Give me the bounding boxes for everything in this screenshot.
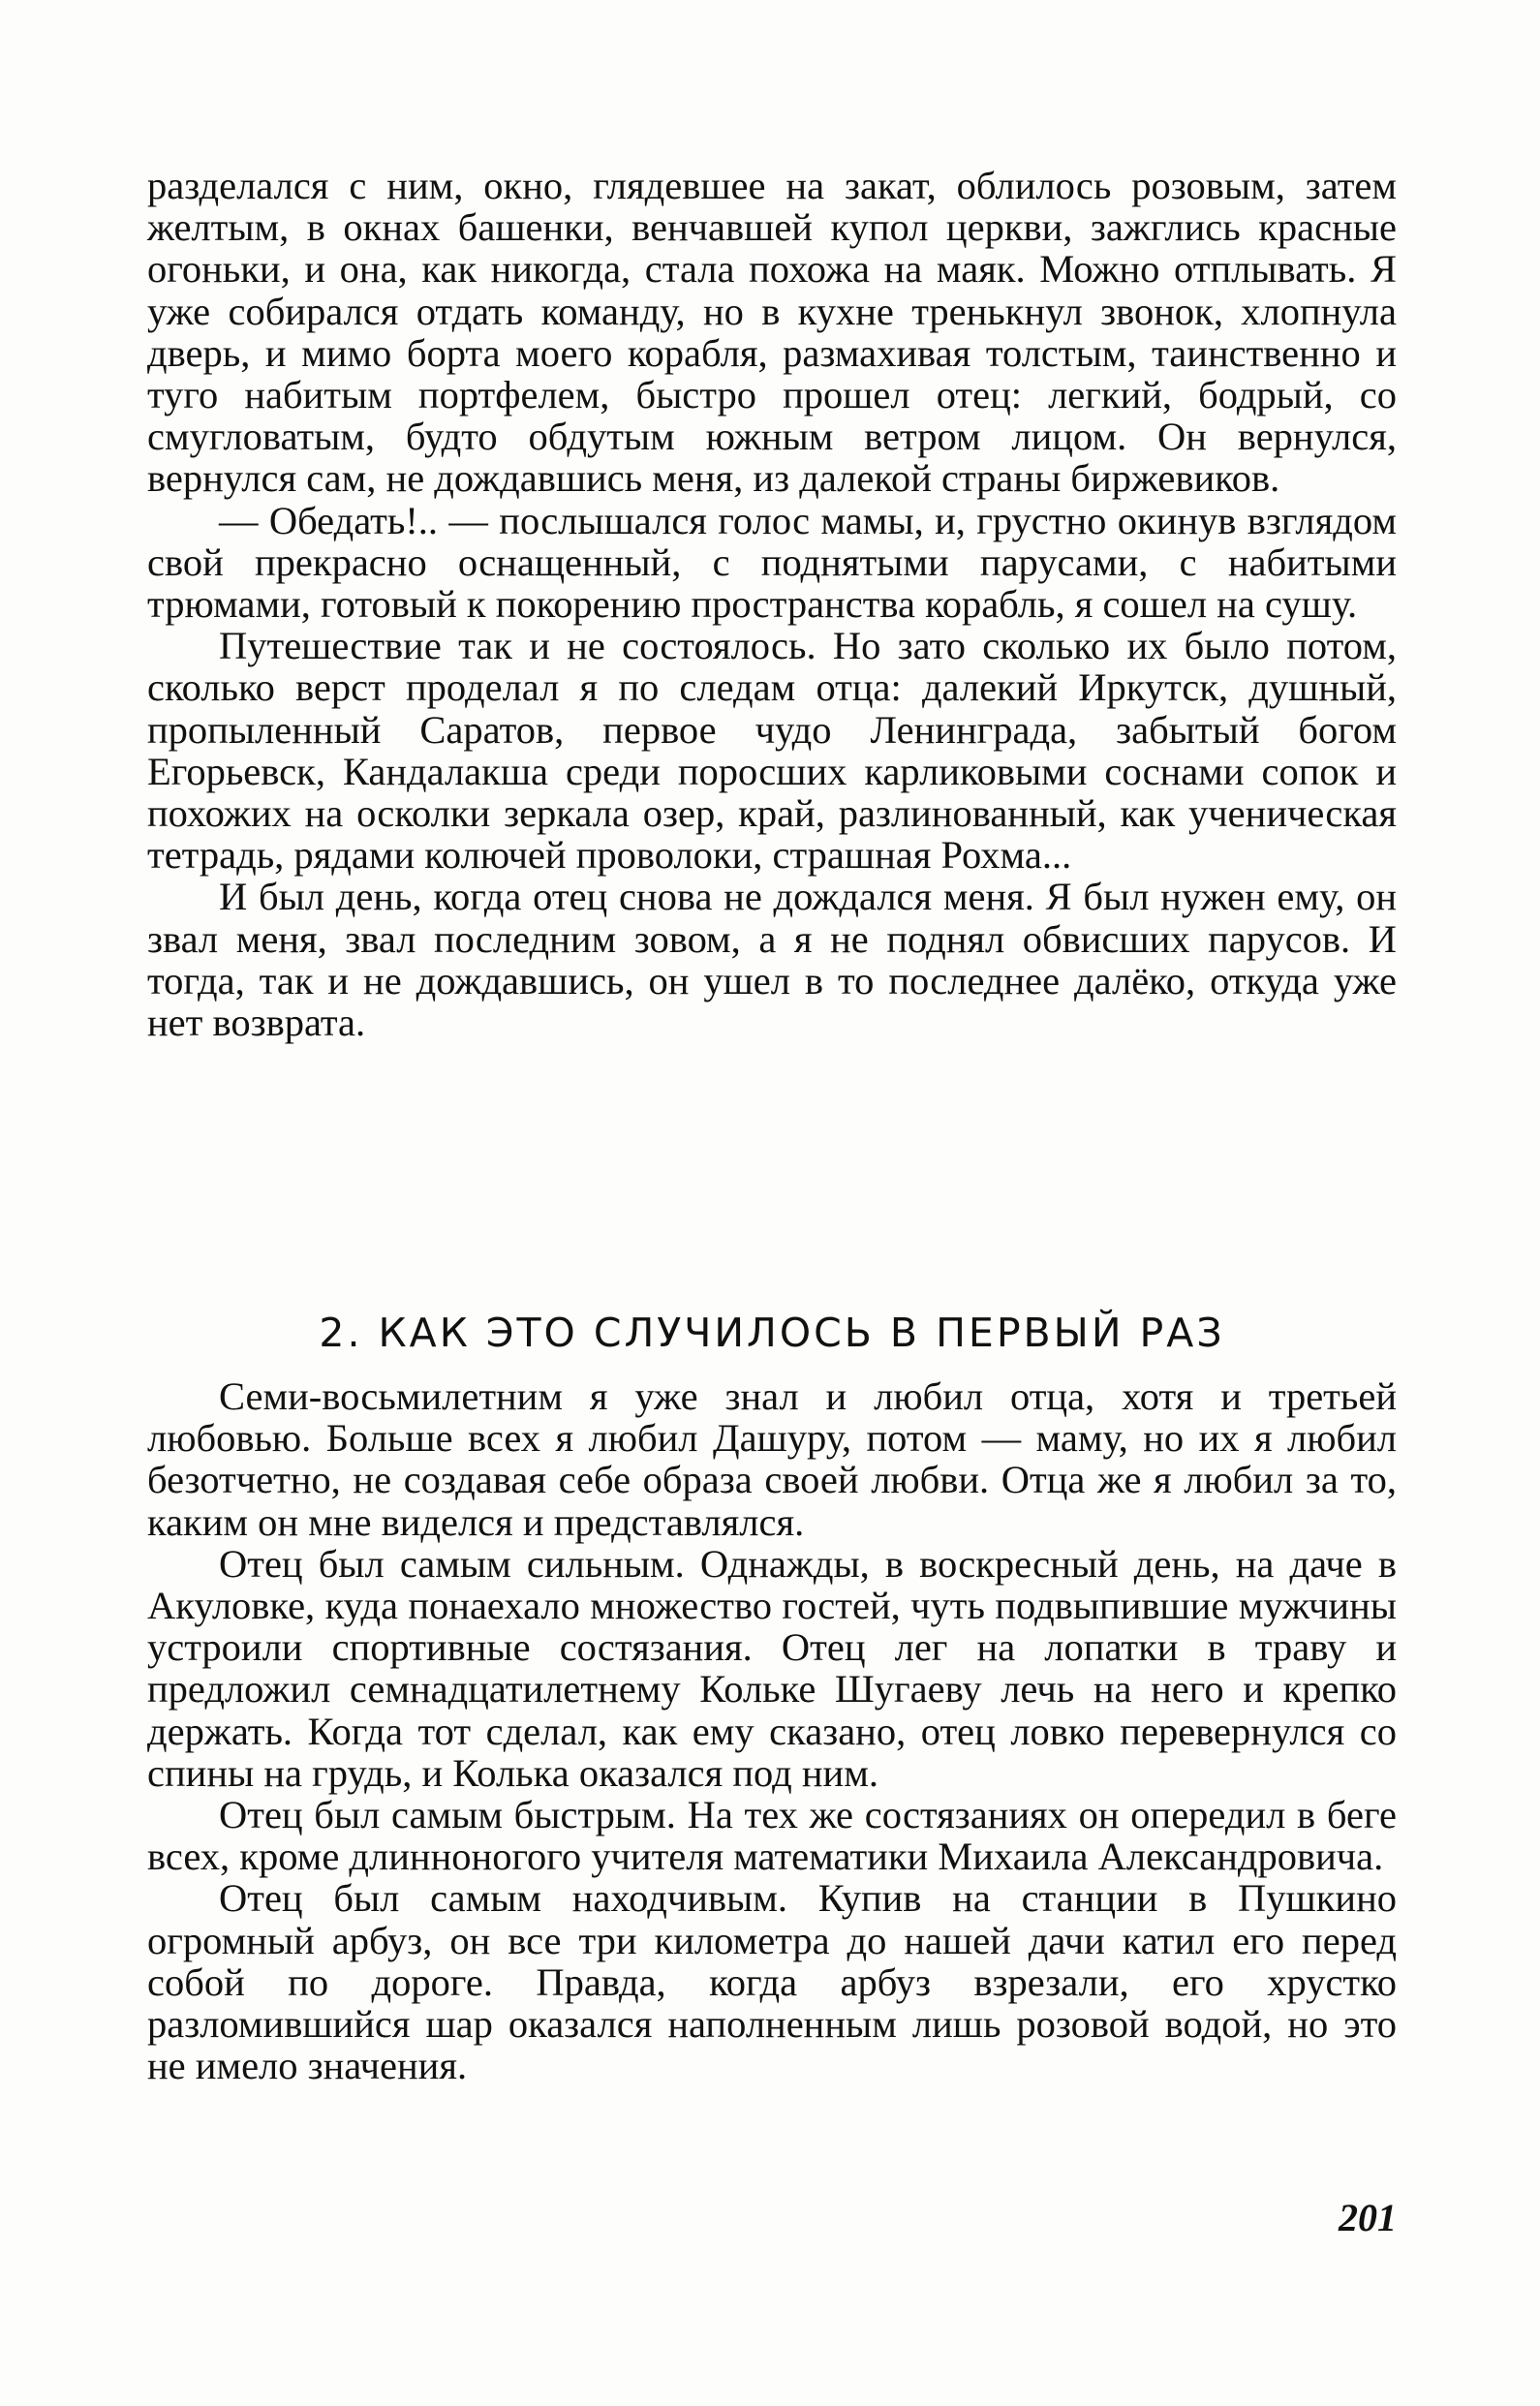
paragraph: И был день, когда отец снова не дождался меня. Я был нужен ему, он звал меня, звал последним зовом, а я не поднял обвисших парусов. И тогда, так и не дождавшись, он ушел в то последнее далёко, откуда уже нет возврата.	[147, 875, 1397, 1045]
paragraph: Отец был самым находчивым. Купив на станции в Пушкино огромный арбуз, он все три километра до нашей дачи катил его перед собой по дороге. Правда, когда арбуз взрезали, его хрустко разломившийся шар оказался наполненным лишь розовой водой, но это не имело значения.	[147, 1876, 1397, 2088]
section-heading: 2. КАК ЭТО СЛУЧИЛОСЬ В ПЕРВЫЙ РАЗ	[319, 1310, 1225, 1357]
paragraph: Отец был самым сильным. Однажды, в воскресный день, на даче в Акуловке, куда понаехало множество гостей, чуть подвыпившие мужчины устроили спортивные состязания. Отец лег на лопатки в траву и предложил семнадцатилетнему Кольке Шугаеву лечь на него и крепко держать. Когда тот сделал, как ему сказано, отец ловко перевернулся со спины на грудь, и Колька оказался под ним.	[147, 1541, 1397, 1795]
paragraph: Отец был самым быстрым. На тех же состязаниях он опередил в беге всех, кроме длинноногого учителя математики Михаила Александровича.	[147, 1793, 1397, 1879]
paragraph: Семи-восьмилетним я уже знал и любил отца, хотя и третьей любовью. Больше всех я любил Дашуру, потом — маму, но их я любил безотчетно, не создавая себе образа своей любви. Отца же я любил за то, каким он мне виделся и представлялся.	[147, 1374, 1397, 1544]
paragraph: — Обедать!.. — послышался голос мамы, и, грустно окинув взглядом свой прекрасно оснащенный, с поднятыми парусами, с набитыми трюмами, готовый к покорению пространства корабль, я сошел на сушу.	[147, 498, 1397, 627]
page-number: 201	[1339, 2196, 1397, 2239]
bottom-text-block	[147, 1375, 1397, 2086]
paragraph: Путешествие так и не состоялось. Но зато сколько их было потом, сколько верст проделал я по следам отца: далекий Иркутск, душный, пропыленный Саратов, первое чудо Ленинграда, забытый богом Егорьевск, Кандалакша среди поросших карликовыми соснами сопок и похожих на осколки зеркала озер, край, разлинованный, как ученическая тетрадь, рядами колючей проволоки, страшная Рохма...	[147, 624, 1397, 878]
top-text-block	[147, 165, 1397, 1043]
paragraph-continuation: разделался с ним, окно, глядевшее на закат, облилось розовым, затем желтым, в окнах башенки, венчавшей купол церкви, зажглись красные огоньки, и она, как никогда, стала похожа на маяк. Можно отплывать. Я уже собирался отдать команду, но в кухне тренькнул звонок, хлопнула дверь, и мимо борта моего корабля, размахивая толстым, таинственно и туго набитым портфелем, быстро прошел отец: легкий, бодрый, со смугловатым, будто обдутым южным ветром лицом. Он вернулся, вернулся сам, не дождавшись меня, из далекой страны биржевиков.	[147, 164, 1397, 501]
